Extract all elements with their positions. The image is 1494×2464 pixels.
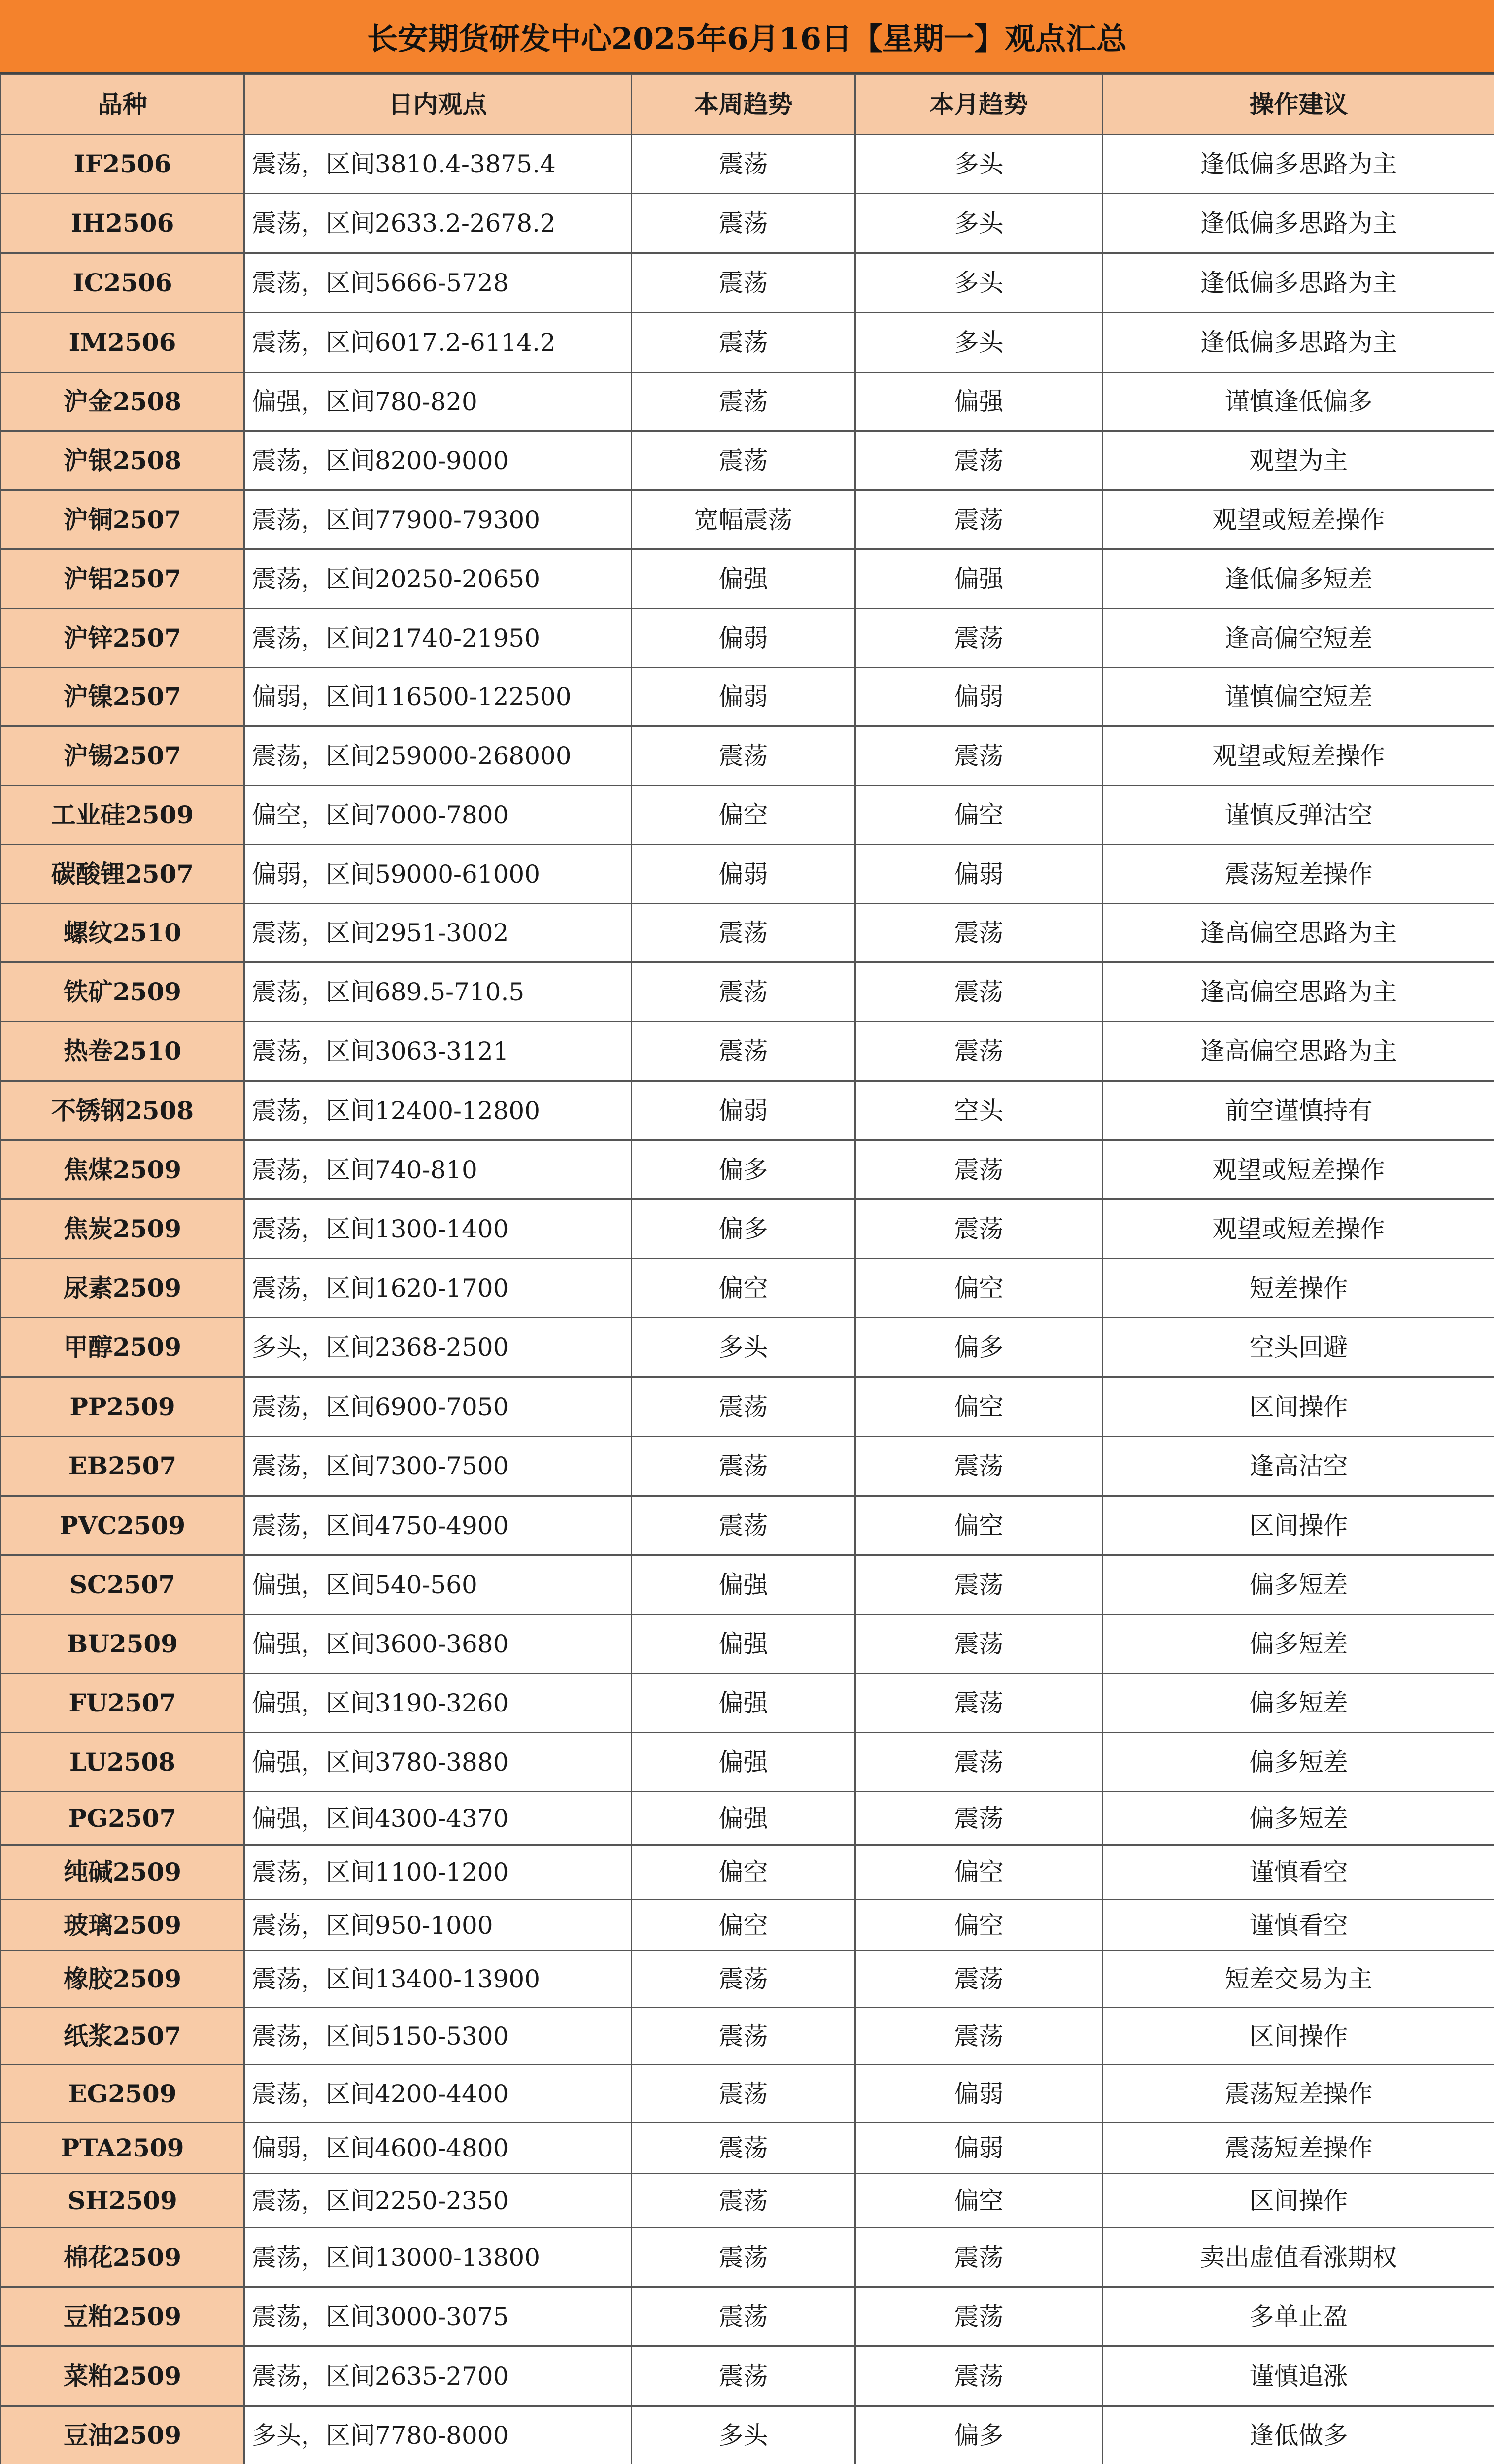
product-name: FU2507 xyxy=(1,1674,244,1733)
advice: 多单止盈 xyxy=(1103,2287,1494,2346)
table-row xyxy=(1,135,1494,194)
product-name: 工业硅2509 xyxy=(1,786,244,845)
advice: 谨慎看空 xyxy=(1103,1845,1494,1900)
table-row xyxy=(1,668,1494,726)
intraday-view: 震荡，区间3810.4-3875.4 xyxy=(244,135,632,194)
header-week-trend: 本周趋势 xyxy=(632,75,855,135)
intraday-view: 震荡，区间1100-1200 xyxy=(244,1845,632,1900)
month-trend: 偏弱 xyxy=(855,2065,1103,2123)
week-trend: 偏多 xyxy=(632,1199,855,1259)
intraday-view: 震荡，区间5150-5300 xyxy=(244,2008,632,2065)
intraday-view: 震荡，区间21740-21950 xyxy=(244,609,632,668)
table-row xyxy=(1,1318,1494,1377)
advice: 震荡短差操作 xyxy=(1103,2123,1494,2174)
week-trend: 震荡 xyxy=(632,904,855,962)
week-trend: 震荡 xyxy=(632,2174,855,2228)
advice: 谨慎反弹沽空 xyxy=(1103,786,1494,845)
week-trend: 震荡 xyxy=(632,1022,855,1081)
table-row xyxy=(1,431,1494,490)
week-trend: 震荡 xyxy=(632,194,855,253)
advice: 逢高偏空短差 xyxy=(1103,609,1494,668)
intraday-view: 偏强，区间780-820 xyxy=(244,373,632,431)
week-trend: 偏空 xyxy=(632,1900,855,1951)
advice: 谨慎逢低偏多 xyxy=(1103,373,1494,431)
product-name: 热卷2510 xyxy=(1,1022,244,1081)
product-name: EB2507 xyxy=(1,1437,244,1496)
product-name: IC2506 xyxy=(1,253,244,313)
table-row xyxy=(1,490,1494,549)
month-trend: 多头 xyxy=(855,313,1103,373)
product-name: IH2506 xyxy=(1,194,244,253)
week-trend: 多头 xyxy=(632,1318,855,1377)
product-name: 不锈钢2508 xyxy=(1,1081,244,1140)
advice: 逢低偏多思路为主 xyxy=(1103,194,1494,253)
intraday-view: 震荡，区间12400-12800 xyxy=(244,1081,632,1140)
advice: 区间操作 xyxy=(1103,2008,1494,2065)
advice: 观望或短差操作 xyxy=(1103,1140,1494,1199)
week-trend: 震荡 xyxy=(632,1437,855,1496)
week-trend: 震荡 xyxy=(632,1377,855,1437)
month-trend: 偏空 xyxy=(855,1900,1103,1951)
intraday-view: 震荡，区间8200-9000 xyxy=(244,431,632,490)
product-name: 焦炭2509 xyxy=(1,1199,244,1259)
table-row xyxy=(1,2008,1494,2065)
week-trend: 多头 xyxy=(632,2406,855,2464)
month-trend: 震荡 xyxy=(855,2287,1103,2346)
intraday-view: 多头，区间7780-8000 xyxy=(244,2406,632,2464)
intraday-view: 震荡，区间259000-268000 xyxy=(244,726,632,786)
intraday-view: 震荡，区间2951-3002 xyxy=(244,904,632,962)
table-row xyxy=(1,1437,1494,1496)
week-trend: 震荡 xyxy=(632,2228,855,2287)
table-row xyxy=(1,2123,1494,2174)
intraday-view: 震荡，区间13000-13800 xyxy=(244,2228,632,2287)
week-trend: 偏弱 xyxy=(632,1081,855,1140)
product-name: EG2509 xyxy=(1,2065,244,2123)
intraday-view: 偏强，区间4300-4370 xyxy=(244,1792,632,1845)
intraday-view: 震荡，区间13400-13900 xyxy=(244,1951,632,2008)
month-trend: 震荡 xyxy=(855,1199,1103,1259)
table-row xyxy=(1,2065,1494,2123)
month-trend: 震荡 xyxy=(855,490,1103,549)
month-trend: 震荡 xyxy=(855,1674,1103,1733)
table-row xyxy=(1,2228,1494,2287)
table-row xyxy=(1,1377,1494,1437)
product-name: 纸浆2507 xyxy=(1,2008,244,2065)
table-row xyxy=(1,1615,1494,1674)
advice: 观望或短差操作 xyxy=(1103,490,1494,549)
month-trend: 偏多 xyxy=(855,2406,1103,2464)
product-name: 橡胶2509 xyxy=(1,1951,244,2008)
product-name: 沪锡2507 xyxy=(1,726,244,786)
header-name: 品种 xyxy=(1,75,244,135)
table-body xyxy=(1,135,1494,2464)
table-row xyxy=(1,786,1494,845)
week-trend: 偏多 xyxy=(632,1140,855,1199)
table-row xyxy=(1,1951,1494,2008)
product-name: SH2509 xyxy=(1,2174,244,2228)
month-trend: 震荡 xyxy=(855,2008,1103,2065)
product-name: 玻璃2509 xyxy=(1,1900,244,1951)
intraday-view: 震荡，区间5666-5728 xyxy=(244,253,632,313)
week-trend: 偏强 xyxy=(632,1555,855,1615)
intraday-view: 偏弱，区间116500-122500 xyxy=(244,668,632,726)
month-trend: 震荡 xyxy=(855,726,1103,786)
advice: 卖出虚值看涨期权 xyxy=(1103,2228,1494,2287)
intraday-view: 震荡，区间20250-20650 xyxy=(244,549,632,609)
month-trend: 震荡 xyxy=(855,2346,1103,2406)
intraday-view: 震荡，区间4200-4400 xyxy=(244,2065,632,2123)
month-trend: 震荡 xyxy=(855,431,1103,490)
week-trend: 偏空 xyxy=(632,786,855,845)
month-trend: 震荡 xyxy=(855,2228,1103,2287)
intraday-view: 多头，区间2368-2500 xyxy=(244,1318,632,1377)
week-trend: 震荡 xyxy=(632,2065,855,2123)
week-trend: 偏强 xyxy=(632,1792,855,1845)
advice: 谨慎偏空短差 xyxy=(1103,668,1494,726)
advice: 区间操作 xyxy=(1103,1377,1494,1437)
product-name: PP2509 xyxy=(1,1377,244,1437)
week-trend: 偏弱 xyxy=(632,668,855,726)
intraday-view: 偏强，区间3780-3880 xyxy=(244,1733,632,1792)
product-name: IF2506 xyxy=(1,135,244,194)
product-name: PG2507 xyxy=(1,1792,244,1845)
advice: 偏多短差 xyxy=(1103,1555,1494,1615)
advice: 逢低偏多短差 xyxy=(1103,549,1494,609)
week-trend: 偏弱 xyxy=(632,609,855,668)
week-trend: 偏空 xyxy=(632,1845,855,1900)
intraday-view: 震荡，区间3000-3075 xyxy=(244,2287,632,2346)
week-trend: 偏强 xyxy=(632,549,855,609)
product-name: 菜粕2509 xyxy=(1,2346,244,2406)
header-intraday: 日内观点 xyxy=(244,75,632,135)
week-trend: 震荡 xyxy=(632,1496,855,1555)
month-trend: 偏空 xyxy=(855,2174,1103,2228)
month-trend: 偏空 xyxy=(855,1496,1103,1555)
intraday-view: 偏强，区间3190-3260 xyxy=(244,1674,632,1733)
advice: 震荡短差操作 xyxy=(1103,845,1494,904)
table-row xyxy=(1,1199,1494,1259)
table-row xyxy=(1,1674,1494,1733)
table-row xyxy=(1,609,1494,668)
week-trend: 偏强 xyxy=(632,1733,855,1792)
intraday-view: 震荡，区间740-810 xyxy=(244,1140,632,1199)
intraday-view: 震荡，区间6900-7050 xyxy=(244,1377,632,1437)
table-row xyxy=(1,1845,1494,1900)
product-name: 甲醇2509 xyxy=(1,1318,244,1377)
week-trend: 震荡 xyxy=(632,373,855,431)
product-name: 豆粕2509 xyxy=(1,2287,244,2346)
table-row xyxy=(1,1022,1494,1081)
intraday-view: 偏强，区间540-560 xyxy=(244,1555,632,1615)
table-row xyxy=(1,726,1494,786)
product-name: 沪铜2507 xyxy=(1,490,244,549)
advice: 谨慎看空 xyxy=(1103,1900,1494,1951)
table-row xyxy=(1,253,1494,313)
intraday-view: 震荡，区间4750-4900 xyxy=(244,1496,632,1555)
intraday-view: 震荡，区间77900-79300 xyxy=(244,490,632,549)
advice: 观望或短差操作 xyxy=(1103,726,1494,786)
intraday-view: 震荡，区间2250-2350 xyxy=(244,2174,632,2228)
table-header-row xyxy=(1,75,1494,135)
product-name: 焦煤2509 xyxy=(1,1140,244,1199)
intraday-view: 震荡，区间1300-1400 xyxy=(244,1199,632,1259)
table-row xyxy=(1,549,1494,609)
advice: 谨慎追涨 xyxy=(1103,2346,1494,2406)
table-row xyxy=(1,373,1494,431)
month-trend: 震荡 xyxy=(855,1733,1103,1792)
product-name: 豆油2509 xyxy=(1,2406,244,2464)
advice: 偏多短差 xyxy=(1103,1733,1494,1792)
month-trend: 偏弱 xyxy=(855,2123,1103,2174)
advice: 偏多短差 xyxy=(1103,1792,1494,1845)
product-name: 螺纹2510 xyxy=(1,904,244,962)
table-row xyxy=(1,1140,1494,1199)
week-trend: 震荡 xyxy=(632,2346,855,2406)
table-row xyxy=(1,1496,1494,1555)
intraday-view: 偏强，区间3600-3680 xyxy=(244,1615,632,1674)
advice: 逢高沽空 xyxy=(1103,1437,1494,1496)
week-trend: 偏弱 xyxy=(632,845,855,904)
advice: 逢高偏空思路为主 xyxy=(1103,1022,1494,1081)
header-month-trend: 本月趋势 xyxy=(855,75,1103,135)
month-trend: 震荡 xyxy=(855,1792,1103,1845)
table-row xyxy=(1,2287,1494,2346)
month-trend: 偏弱 xyxy=(855,668,1103,726)
table-row xyxy=(1,2174,1494,2228)
month-trend: 震荡 xyxy=(855,1555,1103,1615)
month-trend: 偏空 xyxy=(855,1377,1103,1437)
table-row xyxy=(1,962,1494,1022)
month-trend: 偏空 xyxy=(855,1845,1103,1900)
table-row xyxy=(1,1081,1494,1140)
month-trend: 偏空 xyxy=(855,1259,1103,1318)
month-trend: 震荡 xyxy=(855,904,1103,962)
product-name: 沪镍2507 xyxy=(1,668,244,726)
table-row xyxy=(1,1900,1494,1951)
advice: 区间操作 xyxy=(1103,2174,1494,2228)
table-row xyxy=(1,1733,1494,1792)
week-trend: 偏强 xyxy=(632,1674,855,1733)
intraday-view: 偏弱，区间59000-61000 xyxy=(244,845,632,904)
week-trend: 宽幅震荡 xyxy=(632,490,855,549)
month-trend: 震荡 xyxy=(855,1022,1103,1081)
advice: 逢高偏空思路为主 xyxy=(1103,962,1494,1022)
month-trend: 多头 xyxy=(855,194,1103,253)
advice: 偏多短差 xyxy=(1103,1674,1494,1733)
month-trend: 震荡 xyxy=(855,962,1103,1022)
month-trend: 偏强 xyxy=(855,549,1103,609)
intraday-view: 偏弱，区间4600-4800 xyxy=(244,2123,632,2174)
advice: 前空谨慎持有 xyxy=(1103,1081,1494,1140)
intraday-view: 震荡，区间2635-2700 xyxy=(244,2346,632,2406)
week-trend: 震荡 xyxy=(632,135,855,194)
product-name: 尿素2509 xyxy=(1,1259,244,1318)
table-row xyxy=(1,194,1494,253)
advice: 逢低偏多思路为主 xyxy=(1103,253,1494,313)
product-name: 纯碱2509 xyxy=(1,1845,244,1900)
week-trend: 震荡 xyxy=(632,2287,855,2346)
report-title: 长安期货研发中心2025年6月16日【星期一】观点汇总 xyxy=(0,0,1494,74)
advice: 区间操作 xyxy=(1103,1496,1494,1555)
intraday-view: 震荡，区间7300-7500 xyxy=(244,1437,632,1496)
product-name: SC2507 xyxy=(1,1555,244,1615)
week-trend: 震荡 xyxy=(632,1951,855,2008)
week-trend: 震荡 xyxy=(632,431,855,490)
intraday-view: 震荡，区间6017.2-6114.2 xyxy=(244,313,632,373)
product-name: PTA2509 xyxy=(1,2123,244,2174)
month-trend: 震荡 xyxy=(855,1437,1103,1496)
month-trend: 偏强 xyxy=(855,373,1103,431)
product-name: 沪银2508 xyxy=(1,431,244,490)
table-row xyxy=(1,1792,1494,1845)
advice: 逢低做多 xyxy=(1103,2406,1494,2464)
table-row xyxy=(1,1555,1494,1615)
advice: 逢低偏多思路为主 xyxy=(1103,313,1494,373)
intraday-view: 震荡，区间1620-1700 xyxy=(244,1259,632,1318)
advice: 短差操作 xyxy=(1103,1259,1494,1318)
month-trend: 偏空 xyxy=(855,786,1103,845)
advice: 空头回避 xyxy=(1103,1318,1494,1377)
month-trend: 偏多 xyxy=(855,1318,1103,1377)
week-trend: 震荡 xyxy=(632,253,855,313)
advice: 偏多短差 xyxy=(1103,1615,1494,1674)
month-trend: 多头 xyxy=(855,135,1103,194)
table-row xyxy=(1,2406,1494,2464)
intraday-view: 震荡，区间2633.2-2678.2 xyxy=(244,194,632,253)
advice: 逢高偏空思路为主 xyxy=(1103,904,1494,962)
product-name: 碳酸锂2507 xyxy=(1,845,244,904)
intraday-view: 震荡，区间950-1000 xyxy=(244,1900,632,1951)
advice: 逢低偏多思路为主 xyxy=(1103,135,1494,194)
month-trend: 偏弱 xyxy=(855,845,1103,904)
month-trend: 震荡 xyxy=(855,1615,1103,1674)
product-name: LU2508 xyxy=(1,1733,244,1792)
product-name: PVC2509 xyxy=(1,1496,244,1555)
product-name: IM2506 xyxy=(1,313,244,373)
advice: 短差交易为主 xyxy=(1103,1951,1494,2008)
product-name: BU2509 xyxy=(1,1615,244,1674)
product-name: 沪铝2507 xyxy=(1,549,244,609)
month-trend: 空头 xyxy=(855,1081,1103,1140)
intraday-view: 震荡，区间689.5-710.5 xyxy=(244,962,632,1022)
week-trend: 震荡 xyxy=(632,2123,855,2174)
table-row xyxy=(1,845,1494,904)
week-trend: 偏空 xyxy=(632,1259,855,1318)
week-trend: 震荡 xyxy=(632,313,855,373)
table-row xyxy=(1,904,1494,962)
week-trend: 震荡 xyxy=(632,962,855,1022)
month-trend: 震荡 xyxy=(855,609,1103,668)
product-name: 沪金2508 xyxy=(1,373,244,431)
advice: 观望为主 xyxy=(1103,431,1494,490)
intraday-view: 震荡，区间3063-3121 xyxy=(244,1022,632,1081)
month-trend: 震荡 xyxy=(855,1140,1103,1199)
week-trend: 震荡 xyxy=(632,726,855,786)
week-trend: 震荡 xyxy=(632,2008,855,2065)
month-trend: 多头 xyxy=(855,253,1103,313)
table-row xyxy=(1,2346,1494,2406)
advice: 震荡短差操作 xyxy=(1103,2065,1494,2123)
month-trend: 震荡 xyxy=(855,1951,1103,2008)
intraday-view: 偏空，区间7000-7800 xyxy=(244,786,632,845)
week-trend: 偏强 xyxy=(632,1615,855,1674)
advice: 观望或短差操作 xyxy=(1103,1199,1494,1259)
product-name: 铁矿2509 xyxy=(1,962,244,1022)
product-name: 棉花2509 xyxy=(1,2228,244,2287)
table-row xyxy=(1,1259,1494,1318)
views-table xyxy=(0,74,1494,2464)
table-row xyxy=(1,313,1494,373)
product-name: 沪锌2507 xyxy=(1,609,244,668)
header-advice: 操作建议 xyxy=(1103,75,1494,135)
